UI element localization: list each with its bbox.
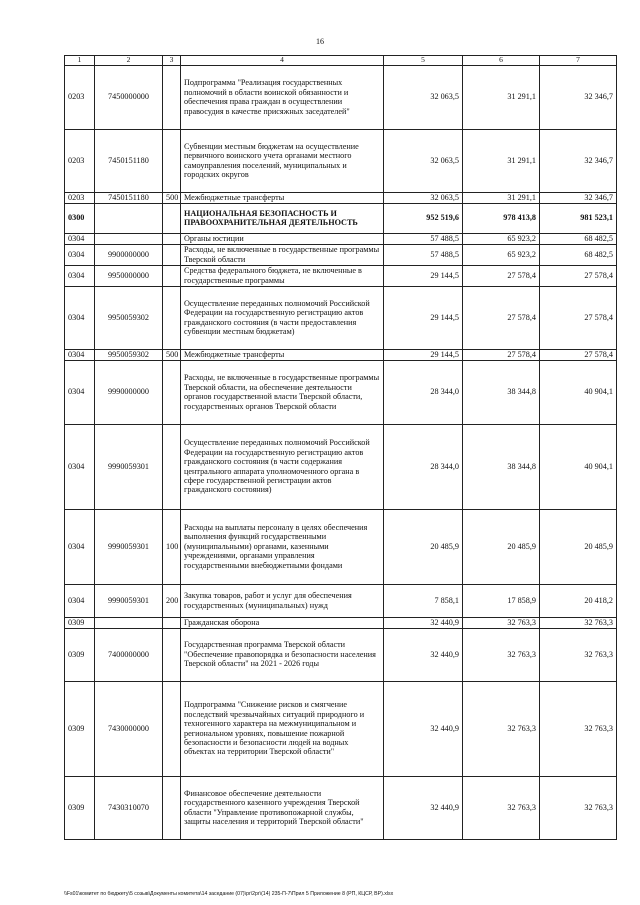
table-row [65, 233, 617, 244]
cell-amount-col6: 27 578,4 [463, 265, 540, 286]
cell-amount-col5: 32 440,9 [384, 776, 463, 839]
cell-amount-col7: 27 578,4 [540, 349, 617, 360]
cell-target-article: 9950059302 [95, 349, 163, 360]
cell-expense-type [163, 203, 181, 233]
file-path-footer: \\Fs01\комитет по бюджету\5 созыв\Документы комитета\14 заседание (07)\pr\2pr\(14) 235-П-7\Прил 5 Приложение 8 (РП, КЦСР, ВР).xlsx [64, 891, 394, 897]
cell-amount-col6: 17 858,9 [463, 584, 540, 617]
cell-amount-col6: 27 578,4 [463, 286, 540, 349]
cell-amount-col7: 32 346,7 [540, 129, 617, 192]
table-row [65, 203, 617, 233]
cell-expense-type [163, 129, 181, 192]
cell-amount-col5: 7 858,1 [384, 584, 463, 617]
cell-amount-col7: 981 523,1 [540, 203, 617, 233]
table-row [65, 681, 617, 776]
cell-amount-col7: 32 763,3 [540, 681, 617, 776]
cell-amount-col5: 952 519,6 [384, 203, 463, 233]
cell-target-article: 7430000000 [95, 681, 163, 776]
cell-name: Гражданская оборона [181, 617, 384, 628]
cell-amount-col6: 31 291,1 [463, 192, 540, 203]
budget-table [64, 55, 617, 840]
cell-amount-col7: 32 763,3 [540, 617, 617, 628]
cell-amount-col7: 40 904,1 [540, 424, 617, 509]
cell-amount-col5: 20 485,9 [384, 509, 463, 584]
cell-expense-type: 200 [163, 584, 181, 617]
cell-name: Расходы на выплаты персоналу в целях обеспечения выполнения функций государственными (муниципальными) органами, казенными учреждениями, органами управления государственными внебюджетными фондами [181, 509, 384, 584]
cell-section: 0300 [65, 203, 95, 233]
cell-target-article: 9900000000 [95, 244, 163, 265]
cell-amount-col5: 29 144,5 [384, 349, 463, 360]
cell-name: НАЦИОНАЛЬНАЯ БЕЗОПАСНОСТЬ И ПРАВООХРАНИТЕЛЬНАЯ ДЕЯТЕЛЬНОСТЬ [181, 203, 384, 233]
col-header-1: 1 [65, 56, 95, 66]
table-row [65, 349, 617, 360]
cell-name: Осуществление переданных полномочий Российской Федерации на государственную регистрацию актов гражданского состояния (в части предоставления субвенции местным бюджетам) [181, 286, 384, 349]
cell-amount-col6: 38 344,8 [463, 424, 540, 509]
cell-name: Субвенции местным бюджетам на осуществление первичного воинского учета органами местного самоуправления поселений, муниципальных и городских округов [181, 129, 384, 192]
cell-name: Финансовое обеспечение деятельности государственного казенного учреждения Тверской области "Управление противопожарной службы, защиты населения и территорий Тверской области" [181, 776, 384, 839]
cell-name: Межбюджетные трансферты [181, 349, 384, 360]
cell-amount-col5: 32 063,5 [384, 129, 463, 192]
cell-section: 0304 [65, 349, 95, 360]
table-row [65, 424, 617, 509]
cell-section: 0309 [65, 776, 95, 839]
table-row [65, 192, 617, 203]
cell-target-article: 7400000000 [95, 628, 163, 681]
cell-section: 0304 [65, 244, 95, 265]
cell-section: 0309 [65, 681, 95, 776]
cell-section: 0304 [65, 584, 95, 617]
cell-amount-col5: 28 344,0 [384, 424, 463, 509]
cell-amount-col7: 32 346,7 [540, 192, 617, 203]
col-header-2: 2 [95, 56, 163, 66]
cell-amount-col7: 68 482,5 [540, 244, 617, 265]
column-number-row [65, 56, 617, 66]
col-header-3: 3 [163, 56, 181, 66]
cell-amount-col7: 68 482,5 [540, 233, 617, 244]
cell-target-article: 7450000000 [95, 65, 163, 129]
cell-section: 0304 [65, 360, 95, 424]
cell-target-article: 7430310070 [95, 776, 163, 839]
table-row [65, 617, 617, 628]
cell-expense-type [163, 244, 181, 265]
cell-amount-col7: 20 485,9 [540, 509, 617, 584]
cell-amount-col5: 29 144,5 [384, 286, 463, 349]
cell-section: 0304 [65, 265, 95, 286]
cell-amount-col6: 65 923,2 [463, 233, 540, 244]
cell-amount-col6: 27 578,4 [463, 349, 540, 360]
cell-amount-col5: 32 063,5 [384, 192, 463, 203]
cell-expense-type [163, 286, 181, 349]
cell-amount-col6: 20 485,9 [463, 509, 540, 584]
cell-name: Осуществление переданных полномочий Российской Федерации на государственную регистрацию актов гражданского состояния (в части содержания центрального аппарата уполномоченного органа в сфере государственной регистрации актов гражданского состояния) [181, 424, 384, 509]
table-row [65, 509, 617, 584]
cell-name: Расходы, не включенные в государственные программы Тверской области, на обеспечение деятельности органов государственной власти Тверской области, государственных органов Тверской области [181, 360, 384, 424]
cell-name: Расходы, не включенные в государственные программы Тверской области [181, 244, 384, 265]
cell-section: 0304 [65, 233, 95, 244]
cell-target-article [95, 617, 163, 628]
cell-amount-col6: 978 413,8 [463, 203, 540, 233]
cell-target-article [95, 203, 163, 233]
cell-expense-type [163, 628, 181, 681]
cell-amount-col7: 20 418,2 [540, 584, 617, 617]
cell-name: Средства федерального бюджета, не включенные в государственные программы [181, 265, 384, 286]
col-header-5: 5 [384, 56, 463, 66]
cell-amount-col5: 32 440,9 [384, 617, 463, 628]
cell-amount-col6: 65 923,2 [463, 244, 540, 265]
cell-name: Межбюджетные трансферты [181, 192, 384, 203]
cell-target-article: 9990059301 [95, 424, 163, 509]
cell-section: 0203 [65, 129, 95, 192]
cell-name: Подпрограмма "Снижение рисков и смягчение последствий чрезвычайных ситуаций природного и техногенного характера на межмуниципальном и региональном уровнях, повышение пожарной безопасности и безопасности людей на водных объектах на территории Тверской области" [181, 681, 384, 776]
cell-amount-col5: 29 144,5 [384, 265, 463, 286]
table-body [65, 65, 617, 839]
cell-expense-type [163, 617, 181, 628]
cell-expense-type [163, 265, 181, 286]
col-header-4: 4 [181, 56, 384, 66]
cell-expense-type: 500 [163, 192, 181, 203]
cell-amount-col5: 32 440,9 [384, 628, 463, 681]
cell-section: 0309 [65, 628, 95, 681]
col-header-7: 7 [540, 56, 617, 66]
cell-expense-type: 500 [163, 349, 181, 360]
cell-amount-col6: 32 763,3 [463, 776, 540, 839]
cell-section: 0304 [65, 424, 95, 509]
table-row [65, 244, 617, 265]
cell-amount-col6: 32 763,3 [463, 681, 540, 776]
cell-section: 0304 [65, 509, 95, 584]
cell-amount-col7: 32 763,3 [540, 628, 617, 681]
cell-amount-col7: 32 346,7 [540, 65, 617, 129]
table-row [65, 776, 617, 839]
cell-expense-type [163, 681, 181, 776]
cell-amount-col7: 32 763,3 [540, 776, 617, 839]
cell-target-article: 7450151180 [95, 129, 163, 192]
cell-target-article: 9950000000 [95, 265, 163, 286]
table-row [65, 129, 617, 192]
cell-amount-col7: 27 578,4 [540, 286, 617, 349]
cell-amount-col5: 28 344,0 [384, 360, 463, 424]
cell-amount-col7: 27 578,4 [540, 265, 617, 286]
cell-expense-type [163, 233, 181, 244]
table-row [65, 286, 617, 349]
cell-section: 0203 [65, 65, 95, 129]
cell-amount-col6: 32 763,3 [463, 617, 540, 628]
cell-section: 0309 [65, 617, 95, 628]
cell-amount-col6: 38 344,8 [463, 360, 540, 424]
cell-expense-type [163, 65, 181, 129]
cell-expense-type [163, 424, 181, 509]
table-row [65, 360, 617, 424]
col-header-6: 6 [463, 56, 540, 66]
cell-target-article: 9950059302 [95, 286, 163, 349]
cell-amount-col6: 31 291,1 [463, 65, 540, 129]
cell-amount-col5: 57 488,5 [384, 244, 463, 265]
table-row [65, 65, 617, 129]
cell-name: Органы юстиции [181, 233, 384, 244]
cell-amount-col6: 31 291,1 [463, 129, 540, 192]
cell-name: Государственная программа Тверской области "Обеспечение правопорядка и безопасности населения Тверской области" на 2021 - 2026 годы [181, 628, 384, 681]
cell-amount-col5: 32 440,9 [384, 681, 463, 776]
cell-expense-type [163, 776, 181, 839]
cell-target-article: 9990059301 [95, 584, 163, 617]
table-row [65, 628, 617, 681]
cell-expense-type [163, 360, 181, 424]
cell-amount-col6: 32 763,3 [463, 628, 540, 681]
cell-amount-col7: 40 904,1 [540, 360, 617, 424]
cell-target-article: 9990059301 [95, 509, 163, 584]
cell-section: 0203 [65, 192, 95, 203]
cell-name: Закупка товаров, работ и услуг для обеспечения государственных (муниципальных) нужд [181, 584, 384, 617]
cell-target-article: 7450151180 [95, 192, 163, 203]
cell-expense-type: 100 [163, 509, 181, 584]
page-number: 16 [316, 37, 324, 46]
cell-section: 0304 [65, 286, 95, 349]
cell-target-article [95, 233, 163, 244]
cell-amount-col5: 32 063,5 [384, 65, 463, 129]
table-row [65, 584, 617, 617]
cell-amount-col5: 57 488,5 [384, 233, 463, 244]
cell-target-article: 9990000000 [95, 360, 163, 424]
cell-name: Подпрограмма "Реализация государственных полномочий в области воинской обязанности и обеспечения права граждан в осуществлении правосудия в качестве присяжных заседателей" [181, 65, 384, 129]
table-row [65, 265, 617, 286]
